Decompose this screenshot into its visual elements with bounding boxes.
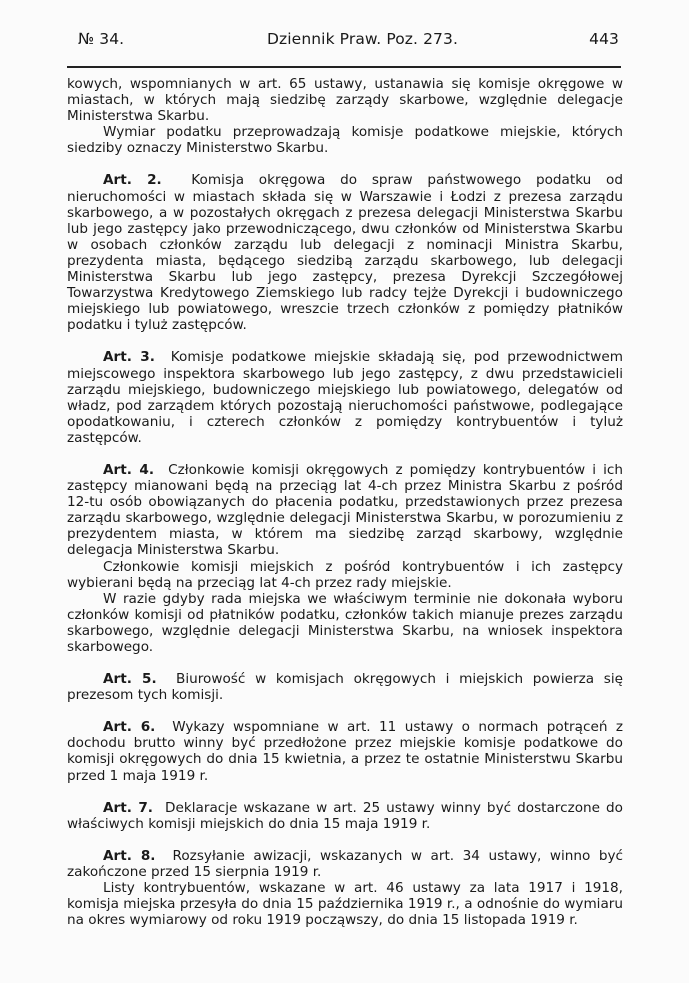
article-8: Art. 8. Rozsyłanie awizacji, wskazanych w art. 34 ustawy, winno być zakończone przed 15 sierpnia 1919 r. — [67, 847, 623, 880]
page-number: 443 — [589, 30, 619, 48]
article-label: Art. 5. — [103, 671, 157, 688]
paragraph: W razie gdyby rada miejska we właściwym terminie nie dokonała wyboru członków komisji od płatników podatku, członków takich mianuje prezes zarządu skarbowego, względnie delegacji Ministerstwa Skarbu, na wniosek inspektora skarbowego. — [67, 590, 623, 655]
paragraph: Członkowie komisji miejskich z pośród kontrybuentów i ich zastępcy wybierani będą na przeciąg lat 4-ch przez rady miejskie. — [67, 558, 623, 591]
article-5: Art. 5. Biurowość w komisjach okręgowych i miejskich powierza się prezesom tych komisji. — [67, 671, 623, 704]
article-3: Art. 3. Komisje podatkowe miejskie składają się, pod przewodnictwem miejscowego inspektora skarbowego lub jego zastępcy, z dwu przedstawicieli zarządu miejskiego, budowniczego miejskiego lub powiatowego, delegatów od władz, pod zarządem których pozostają nieruchomości państwowe, podlegające opodatkowaniu, i czterech członków z pomiędzy kontrybuentów i tyluż zastępców. — [67, 349, 623, 446]
paragraph: Listy kontrybuentów, wskazane w art. 46 ustawy za lata 1917 i 1918, komisja miejska przesyła do dnia 15 października 1919 r., a odnośnie do wymiaru na okres wymiarowy od roku 1919 począwszy, do dnia 15 listopada 1919 r. — [67, 880, 623, 929]
page-header — [67, 30, 623, 52]
article-label: Art. 6. — [103, 719, 156, 736]
issue-number: № 34. — [78, 30, 125, 48]
article-4: Art. 4. Członkowie komisji okręgowych z pomiędzy kontrybuentów i ich zastępcy mianowani będą na przeciąg lat 4-ch przez Ministra Skarbu z pośród 12-tu osób obowiązanych do płacenia podatku, przedstawionych przez prezesa zarządu skarbowego, względnie delegacji Ministerstwa Skarbu, w porozumieniu z prezydentem miasta, w którem ma siedzibę zarząd skarbowy, względnie delegacja Ministerstwa Skarbu. — [67, 461, 623, 559]
article-2: Art. 2. Komisja okręgowa do spraw państwowego podatku od nieruchomości w miastach składa się w Warszawie i Łodzi z prezesa zarządu skarbowego, a w pozostałych okręgach z prezesa delegacji Ministerstwa Skarbu lub jego zastępcy jako przewodniczącego, dwu członków od Ministerstwa Skarbu w osobach członków zarządu lub delegacji z nominacji Ministra Skarbu, prezydenta miasta, będącego siedzibą zarządu skarbowego, lub delegacji Ministerstwa Skarbu lub jego zastępcy, prezesa Dyrekcji Szczegółowej Towarzystwa Kredytowego Ziemskiego lub radcy tejże Dyrekcji i budowniczego miejskiego lub powiatowego, wreszcie trzech członków z pomiędzy płatników podatku i tyluż zastępców. — [67, 172, 623, 334]
header-rule — [67, 66, 621, 68]
document-body — [67, 76, 623, 928]
article-label: Art. 8. — [103, 847, 156, 864]
article-label: Art. 4. — [103, 461, 154, 478]
paragraph: Wymiar podatku przeprowadzają komisje podatkowe miejskie, których siedziby oznaczy Ministerstwo Skarbu. — [67, 124, 623, 157]
article-label: Art. 7. — [103, 799, 153, 816]
paragraph-continuation: kowych, wspomnianych w art. 65 ustawy, ustanawia się komisje okręgowe w miastach, w których mają siedzibę zarządy skarbowe, względnie delegacje Ministerstwa Skarbu. — [67, 76, 623, 125]
article-6: Art. 6. Wykazy wspomniane w art. 11 ustawy o normach potrąceń z dochodu brutto winny być przedłożone przez miejskie komisje podatkowe do komisji okręgowych do dnia 15 kwietnia, a przez te ostatnie Ministerstwu Skarbu przed 1 maja 1919 r. — [67, 719, 623, 784]
journal-title: Dziennik Praw. Poz. 273. — [267, 30, 459, 48]
article-label: Art. 3. — [103, 349, 155, 366]
article-7: Art. 7. Deklaracje wskazane w art. 25 ustawy winny być dostarczone do właściwych komisji miejskich do dnia 15 maja 1919 r. — [67, 799, 623, 832]
article-label: Art. 2. — [103, 172, 162, 189]
